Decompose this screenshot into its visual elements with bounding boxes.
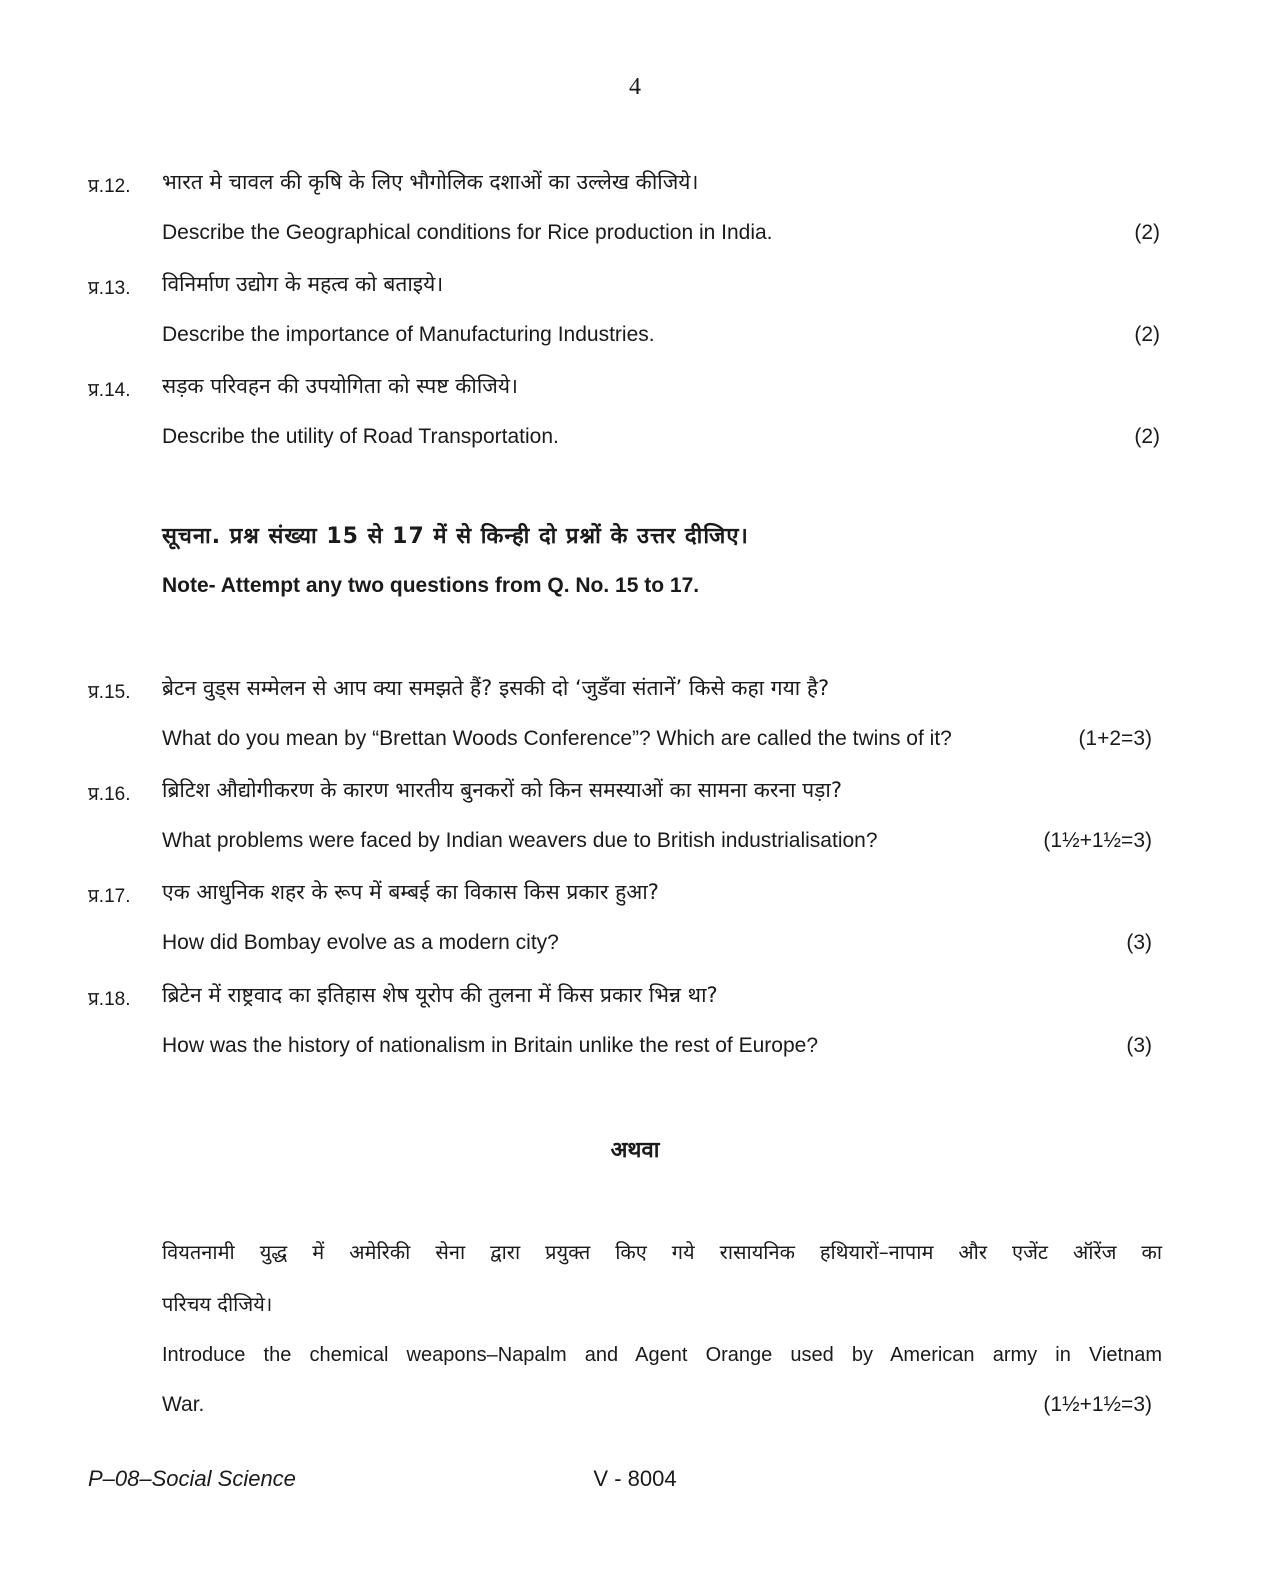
question-text-english: How was the history of nationalism in Britain unlike the rest of Europe? [162, 1034, 818, 1057]
question-number: प्र.13. [88, 278, 131, 299]
question-marks: (2) [1134, 425, 1160, 448]
question-text-hindi: विनिर्माण उद्योग के महत्व को बताइये। [162, 272, 444, 296]
question-text-hindi: ब्रिटेन में राष्ट्रवाद का इतिहास शेष यूरोप की तुलना में किस प्रकार भिन्न था? [162, 983, 718, 1007]
question-number: प्र.16. [88, 784, 131, 805]
question-marks: (2) [1134, 323, 1160, 346]
question-marks: (3) [1126, 1034, 1152, 1057]
question-text-hindi: एक आधुनिक शहर के रूप में बम्बई का विकास किस प्रकार हुआ? [162, 880, 659, 904]
footer-paper-code: V - 8004 [593, 1466, 677, 1491]
question-marks: (2) [1134, 221, 1160, 244]
question-number: प्र.15. [88, 682, 131, 703]
alt-question-english-line2: War. [162, 1393, 205, 1416]
question-number: प्र.17. [88, 886, 131, 907]
question-text-english: Describe the importance of Manufacturing Industries. [162, 323, 655, 346]
question-number: प्र.14. [88, 380, 131, 401]
note-hindi: सूचना. प्रश्न संख्या 15 से 17 में से किन्ही दो प्रश्नों के उत्तर दीजिए। [162, 524, 749, 549]
question-text-hindi: सड़क परिवहन की उपयोगिता को स्पष्ट कीजिये। [162, 374, 518, 398]
note-english: Note- Attempt any two questions from Q. No. 15 to 17. [162, 574, 700, 597]
question-text-hindi: ब्रिटिश औद्योगीकरण के कारण भारतीय बुनकरों को किन समस्याओं का सामना करना पड़ा? [162, 778, 843, 802]
question-text-english: How did Bombay evolve as a modern city? [162, 931, 559, 954]
question-text-english: Describe the utility of Road Transportation. [162, 425, 559, 448]
question-marks: (1½+1½=3) [1043, 1393, 1152, 1416]
question-text-english: Describe the Geographical conditions for Rice production in India. [162, 221, 773, 244]
question-marks: (1+2=3) [1078, 727, 1152, 750]
alt-question-english-line1: Introduce the chemical weapons–Napalm and Agent Orange used by American army in Vietnam [162, 1344, 1162, 1366]
question-number: प्र.12. [88, 176, 131, 197]
alt-question-hindi-line1: वियतनामी युद्ध में अमेरिकी सेना द्वारा प्रयुक्त किए गये रासायनिक हथियारों–नापाम और एजेंट ऑरेंज का [162, 1240, 1162, 1264]
page-number: 4 [629, 74, 641, 100]
question-text-hindi: ब्रेटन वुड्स सम्मेलन से आप क्या समझते हैं? इसकी दो ‘जुडँवा संतानें’ किसे कहा गया है? [162, 676, 830, 700]
or-label: अथवा [610, 1138, 660, 1163]
footer-subject-code: P–08–Social Science [88, 1466, 296, 1491]
question-number: प्र.18. [88, 989, 131, 1010]
question-marks: (1½+1½=3) [1043, 829, 1152, 852]
question-marks: (3) [1126, 931, 1152, 954]
question-text-english: What problems were faced by Indian weavers due to British industrialisation? [162, 829, 878, 852]
question-text-english: What do you mean by “Brettan Woods Conference”? Which are called the twins of it? [162, 727, 952, 750]
alt-question-hindi-line2: परिचय दीजिये। [162, 1292, 273, 1316]
question-text-hindi: भारत मे चावल की कृषि के लिए भौगोलिक दशाओं का उल्लेख कीजिये। [162, 170, 699, 194]
